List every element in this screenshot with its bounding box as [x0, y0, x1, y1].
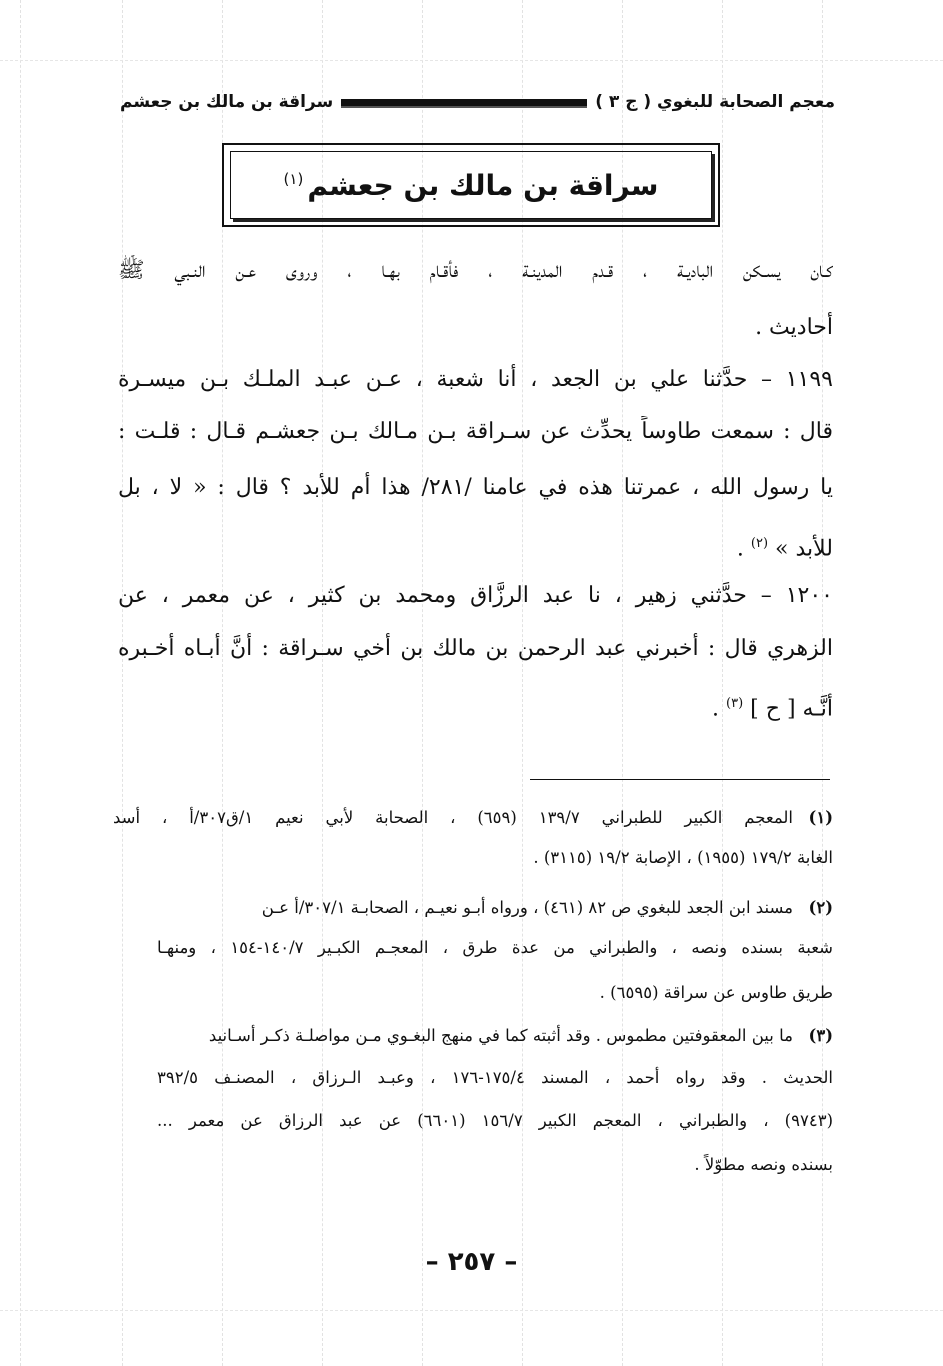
chapter-title	[284, 169, 659, 202]
hadith-1199-line: قال : سمعت طاوساً يحدِّث عن سـراقة بـن مـالك بـن جعشـم قـال : قلـت :	[118, 419, 833, 444]
grid-line	[0, 1310, 943, 1311]
footnote-text: ما بين المعقوفتين مطموس . وقد أثبته كما في منهج البغـوي مـن مواصلـة ذكـر أسـانيد	[208, 1026, 793, 1045]
hadith-1199-text: للأبد »	[775, 536, 833, 562]
footnote-number: (١)	[808, 808, 833, 827]
body-line: أحاديث .	[755, 315, 833, 340]
footnote-3-cont: (٩٧٤٣) ، والطبراني ، المعجم الكبير ١٥٦/٧ (٦٦٠١) عن عبد الرزاق عن معمر ...	[157, 1111, 833, 1130]
footnote-2-cont: شعبة بسنده ونصه ، والطبراني من عدة طرق ، المعجـم الكبـير ١٤٠/٧-١٥٤ ، ومنهـا	[157, 938, 833, 957]
chapter-title-text: سراقة بن مالك بن جعشم	[307, 168, 659, 202]
footnote-number: (٢)	[808, 898, 833, 917]
footnote-2	[113, 895, 833, 921]
running-header	[120, 88, 835, 116]
hadith-1200-line: ١٢٠٠ – حدَّثني زهير ، نا عبد الرزَّاق ومحمد بن كثير ، عن معمر ، عن	[118, 583, 833, 608]
chapter-title-footnote-marker: (١)	[283, 170, 304, 189]
chapter-title-box	[222, 143, 720, 227]
grid-line	[0, 60, 943, 61]
footnote-2-cont: طريق طاوس عن سراقة (٦٥٩٥) .	[599, 983, 833, 1002]
grid-line	[20, 0, 21, 1366]
footnote-3-cont: الحديث . وقد رواه أحمد ، المسند ١٧٥/٤-١٧٦ ، وعبـد الـرزاق ، المصنـف ٣٩٢/٥	[157, 1068, 833, 1087]
footnote-3-cont: بسنده ونصه مطوّلاً .	[694, 1155, 833, 1174]
header-rule	[341, 99, 587, 106]
footnote-number: (٣)	[808, 1026, 833, 1045]
page-number: – ٢٥٧ –	[425, 1247, 518, 1277]
footnote-ref-3: (٣)	[726, 696, 744, 711]
hadith-1199-line: ١١٩٩ – حدَّثنا علي بن الجعد ، أنا شعبة ، عـن عبـد الملـك بـن ميسـرة	[118, 367, 833, 392]
hadith-1199-end: .	[736, 536, 744, 562]
hadith-1200-line: الزهري قال : أخبرني عبد الرحمن بن مالك بن أخي سـراقة : أنَّ أبـاه أخـبره	[118, 636, 833, 661]
footnote-text: المعجم الكبير للطبراني ١٣٩/٧ (٦٥٩) ، الصحابة لأبي نعيم ١/ق٣٠٧/أ ، أسد	[113, 808, 793, 827]
footnote-1-cont: الغابة ١٧٩/٢ (١٩٥٥) ، الإصابة ١٩/٢ (٣١١٥) .	[533, 848, 833, 867]
hadith-1200-end: .	[712, 696, 720, 722]
footnote-separator	[530, 779, 830, 780]
chapter-title-frame	[230, 151, 712, 219]
hadith-1199-line: يا رسول الله ، عمرتنا هذه في عامنا /٢٨١/ هذا أم للأبد ؟ قال : « لا ، بل	[118, 475, 833, 500]
hadith-1200-line	[118, 688, 833, 725]
hadith-1199-line	[118, 528, 833, 565]
hadith-1200-text: أنَّـه [ ح ]	[750, 696, 833, 722]
header-chapter-title: سراقة بن مالك بن جعشم	[120, 92, 334, 112]
body-line: كـان يسـكن الباديـة ، قـدم المدينـة ، فأقـام بهـا ، وروى عـن النـبي ﷺ	[118, 258, 833, 283]
grid-line	[122, 0, 123, 1366]
footnote-1	[113, 805, 833, 831]
footnote-3	[113, 1023, 833, 1049]
footnote-text: مسند ابن الجعد للبغوي ص ٨٢ (٤٦١) ، ورواه أبـو نعيـم ، الصحابـة ٣٠٧/١/أ عـن	[261, 898, 793, 917]
footnote-ref-2: (٢)	[750, 536, 769, 551]
header-book-title: معجم الصحابة للبغوي ( ج ٣ )	[595, 92, 835, 112]
